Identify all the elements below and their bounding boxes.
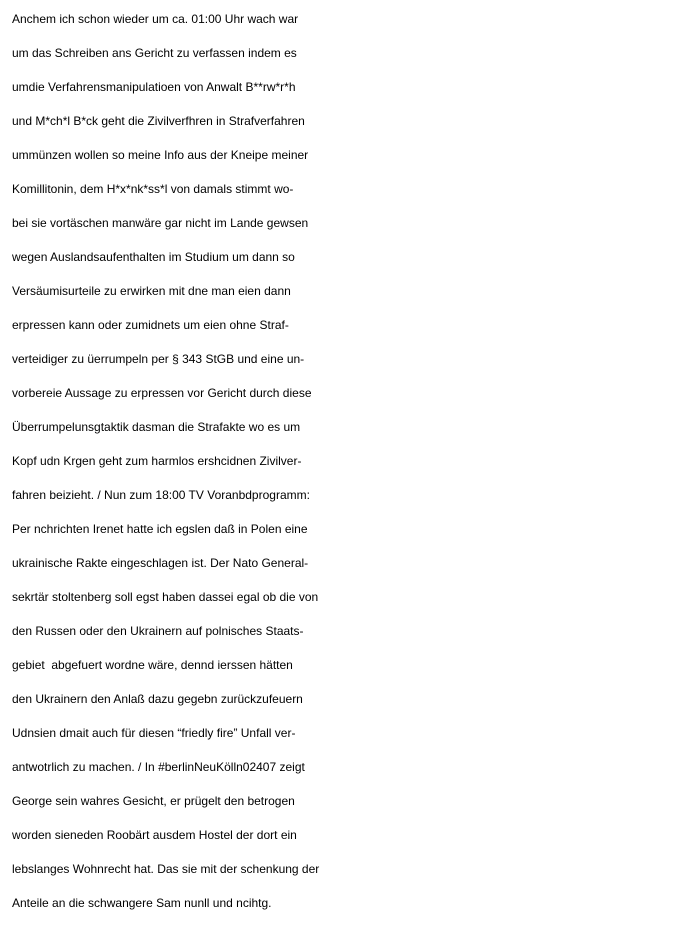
text-line-11: verteidiger zu üerrumpeln per § 343 StGB und eine un- — [12, 352, 305, 366]
text-line-20: gebiet abgefuert wordne wäre, dennd ierssen hätten — [12, 658, 293, 672]
text-line-21: den Ukrainern den Anlaß dazu gegebn zurückzufeuern — [12, 692, 303, 706]
text-line-18: sekrtär stoltenberg soll egst haben dassei egal ob die von — [12, 590, 319, 604]
text-line-24: George sein wahres Gesicht, er prügelt den betrogen — [12, 794, 295, 808]
text-line-5: ummünzen wollen so meine Info aus der Kneipe meiner — [12, 148, 309, 162]
text-line-27: Anteile an die schwangere Sam nunll und ncihtg. — [12, 896, 272, 910]
text-line-22: Udnsien dmait auch für diesen “friedly fire” Unfall ver- — [12, 726, 296, 740]
text-line-16: Per nchrichten Irenet hatte ich egslen daß in Polen eine — [12, 522, 308, 536]
text-line-7: bei sie vortäschen manwäre gar nicht im Lande gewsen — [12, 216, 309, 230]
text-line-4: und M*ch*l B*ck geht die Zivilverfhren in Strafverfahren — [12, 114, 305, 128]
text-line-8: wegen Auslandsaufenthalten im Studium um dann so — [12, 250, 295, 264]
text-line-6: Komillitonin, dem H*x*nk*ss*l von damals stimmt wo- — [12, 182, 294, 196]
text-line-26: lebslanges Wohnrecht hat. Das sie mit der schenkung der — [12, 862, 320, 876]
text-line-15: fahren beizieht. / Nun zum 18:00 TV Voranbdprogramm: — [12, 488, 310, 502]
text-line-25: worden sieneden Roobärt ausdem Hostel der dort ein — [12, 828, 297, 842]
text-line-13: Überrumpelunsgtaktik dasman die Strafakte wo es um — [12, 420, 301, 434]
text-line-17: ukrainische Rakte eingeschlagen ist. Der Nato General- — [12, 556, 309, 570]
text-line-2: um das Schreiben ans Gericht zu verfassen indem es — [12, 46, 297, 60]
text-line-19: den Russen oder den Ukrainern auf polnisches Staats- — [12, 624, 304, 638]
text-line-9: Versäumisurteile zu erwirken mit dne man eien dann — [12, 284, 291, 298]
text-line-1: Anchem ich schon wieder um ca. 01:00 Uhr wach war — [12, 12, 299, 26]
text-line-10: erpressen kann oder zumidnets um eien ohne Straf- — [12, 318, 289, 332]
text-line-14: Kopf udn Krgen geht zum harmlos ershcidnen Zivilver- — [12, 454, 302, 468]
text-line-3: umdie Verfahrensmanipulatioen von Anwalt B**rw*r*h — [12, 80, 296, 94]
document-text — [12, 2, 684, 920]
text-line-12: vorbereie Aussage zu erpressen vor Gericht durch diese — [12, 386, 312, 400]
text-line-23: antwotrlich zu machen. / In #berlinNeuKölln02407 zeigt — [12, 760, 305, 774]
